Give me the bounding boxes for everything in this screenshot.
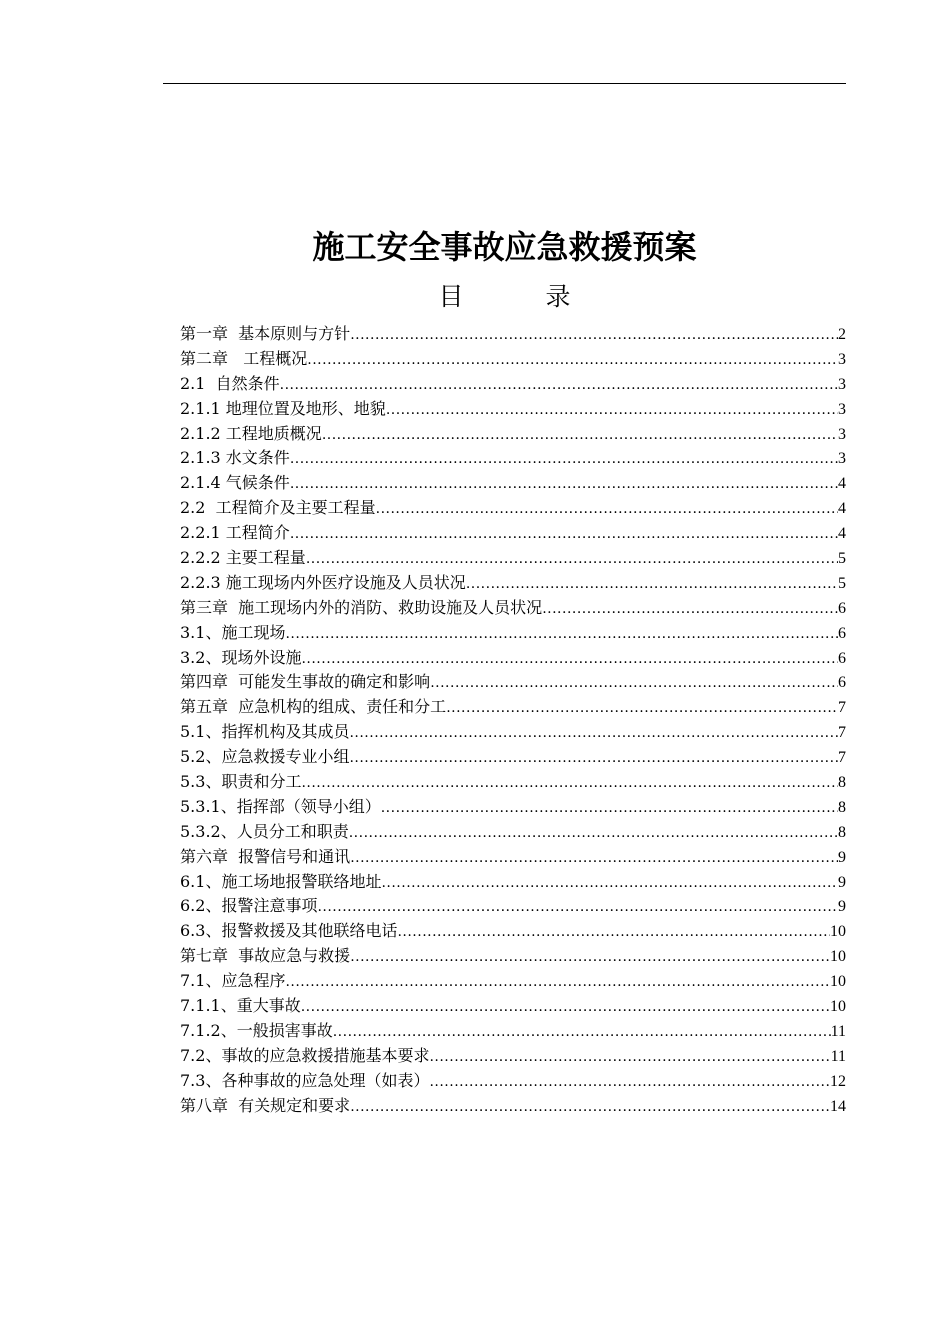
toc-entry[interactable] bbox=[180, 969, 846, 994]
toc-dot-leader bbox=[386, 398, 838, 423]
toc-entry-label: 5.3.2、人员分工和职责 bbox=[180, 821, 349, 841]
toc-entry[interactable] bbox=[180, 397, 846, 422]
toc-entry[interactable] bbox=[180, 770, 846, 795]
toc-dot-leader bbox=[317, 895, 838, 920]
toc-entry-label: 3.2、现场外设施 bbox=[180, 647, 302, 667]
table-of-contents bbox=[180, 322, 846, 1119]
toc-entry[interactable] bbox=[180, 845, 846, 870]
toc-dot-leader bbox=[350, 846, 838, 871]
toc-entry[interactable] bbox=[180, 496, 846, 521]
toc-entry[interactable] bbox=[180, 571, 846, 596]
header-rule bbox=[163, 83, 846, 84]
toc-dot-leader bbox=[290, 522, 838, 547]
toc-entry-page-number: 11 bbox=[830, 1022, 846, 1040]
toc-entry[interactable] bbox=[180, 720, 846, 745]
toc-entry-page-number: 7 bbox=[838, 724, 846, 742]
toc-entry-page-number: 5 bbox=[838, 550, 846, 568]
toc-dot-leader bbox=[429, 1070, 830, 1095]
toc-dot-leader bbox=[301, 995, 830, 1020]
toc-entry[interactable] bbox=[180, 422, 846, 447]
toc-entry[interactable] bbox=[180, 795, 846, 820]
toc-entry-label: 5.3.1、指挥部（领导小组） bbox=[180, 796, 381, 816]
toc-entry-label: 5.3、职责和分工 bbox=[180, 772, 302, 792]
toc-dot-leader bbox=[376, 497, 838, 522]
toc-entry-label: 2.2.1 工程简介 bbox=[180, 523, 290, 543]
toc-dot-leader bbox=[333, 1020, 831, 1045]
toc-entry[interactable] bbox=[180, 745, 846, 770]
toc-dot-leader bbox=[430, 671, 838, 696]
toc-entry-page-number: 3 bbox=[838, 375, 846, 393]
toc-entry-page-number: 10 bbox=[830, 973, 846, 991]
toc-entry-page-number: 6 bbox=[838, 674, 846, 692]
toc-dot-leader bbox=[350, 945, 830, 970]
toc-dot-leader bbox=[285, 622, 838, 647]
toc-dot-leader bbox=[349, 746, 838, 771]
toc-entry-label: 6.1、施工场地报警联络地址 bbox=[180, 871, 382, 891]
toc-entry-label: 6.3、报警救援及其他联络电话 bbox=[180, 921, 398, 941]
toc-entry[interactable] bbox=[180, 1069, 846, 1094]
toc-entry-label: 2.1.4 气候条件 bbox=[180, 473, 290, 493]
toc-entry-label: 2.2 工程简介及主要工程量 bbox=[180, 498, 376, 518]
toc-entry-page-number: 14 bbox=[830, 1097, 846, 1115]
toc-entry-label: 2.2.2 主要工程量 bbox=[180, 548, 306, 568]
toc-entry-label: 2.1.1 地理位置及地形、地貌 bbox=[180, 398, 386, 418]
toc-entry-page-number: 9 bbox=[838, 848, 846, 866]
toc-entry[interactable] bbox=[180, 446, 846, 471]
toc-entry-page-number: 10 bbox=[830, 948, 846, 966]
toc-entry[interactable] bbox=[180, 1044, 846, 1069]
toc-dot-leader bbox=[397, 920, 830, 945]
document-title: 施工安全事故应急救援预案 bbox=[312, 228, 697, 266]
toc-entry-page-number: 10 bbox=[830, 998, 846, 1016]
toc-entry-page-number: 9 bbox=[838, 873, 846, 891]
toc-entry-page-number: 7 bbox=[838, 749, 846, 767]
toc-entry[interactable] bbox=[180, 372, 846, 397]
toc-dot-leader bbox=[307, 348, 838, 373]
toc-entry-label: 第二章 工程概况 bbox=[180, 348, 308, 368]
toc-entry-label: 7.2、事故的应急救援措施基本要求 bbox=[180, 1045, 430, 1065]
toc-entry-page-number: 9 bbox=[838, 898, 846, 916]
toc-entry-label: 7.1.1、重大事故 bbox=[180, 996, 301, 1016]
toc-entry-page-number: 8 bbox=[838, 823, 846, 841]
toc-dot-leader bbox=[280, 373, 838, 398]
toc-entry-label: 第一章 基本原则与方针 bbox=[180, 324, 351, 343]
toc-entry[interactable] bbox=[180, 646, 846, 671]
toc-dot-leader bbox=[446, 696, 838, 721]
toc-dot-leader bbox=[381, 871, 838, 896]
toc-entry-label: 7.3、各种事故的应急处理（如表） bbox=[180, 1070, 430, 1090]
toc-entry-page-number: 3 bbox=[838, 450, 846, 468]
toc-entry-page-number: 4 bbox=[838, 475, 846, 493]
toc-entry[interactable] bbox=[180, 521, 846, 546]
toc-entry[interactable] bbox=[180, 471, 846, 496]
toc-dot-leader bbox=[349, 821, 838, 846]
toc-entry-page-number: 8 bbox=[838, 798, 846, 816]
toc-dot-leader bbox=[542, 597, 838, 622]
toc-entry[interactable] bbox=[180, 670, 846, 695]
toc-dot-leader bbox=[306, 547, 838, 572]
toc-entry[interactable] bbox=[180, 1019, 846, 1044]
toc-entry-label: 3.1、施工现场 bbox=[180, 622, 286, 642]
toc-entry-page-number: 11 bbox=[830, 1047, 846, 1065]
toc-entry-page-number: 4 bbox=[838, 525, 846, 543]
toc-entry-label: 第五章 应急机构的组成、责任和分工 bbox=[180, 697, 447, 717]
toc-entry-page-number: 10 bbox=[830, 923, 846, 941]
toc-entry-label: 5.1、指挥机构及其成员 bbox=[180, 722, 350, 742]
toc-entry[interactable] bbox=[180, 994, 846, 1019]
toc-entry[interactable] bbox=[180, 944, 846, 969]
toc-entry-label: 6.2、报警注意事项 bbox=[180, 896, 318, 916]
toc-dot-leader bbox=[285, 970, 830, 995]
toc-dot-leader bbox=[429, 1045, 830, 1070]
toc-entry-label: 2.1 自然条件 bbox=[180, 373, 280, 393]
toc-entry-label: 第三章 施工现场内外的消防、救助设施及人员状况 bbox=[180, 597, 543, 617]
toc-dot-leader bbox=[322, 423, 838, 448]
toc-dot-leader bbox=[290, 472, 838, 497]
toc-entry-label: 5.2、应急救援专业小组 bbox=[180, 747, 350, 767]
toc-entry[interactable] bbox=[180, 870, 846, 895]
toc-entry-page-number: 5 bbox=[838, 574, 846, 592]
toc-entry-label: 7.1.2、一般损害事故 bbox=[180, 1020, 333, 1040]
toc-entry-label: 2.1.2 工程地质概况 bbox=[180, 423, 322, 443]
toc-dot-leader bbox=[301, 771, 838, 796]
toc-entry[interactable] bbox=[180, 894, 846, 919]
toc-dot-leader bbox=[290, 447, 838, 472]
toc-entry-page-number: 3 bbox=[838, 425, 846, 443]
toc-entry-label: 第四章 可能发生事故的确定和影响 bbox=[180, 672, 431, 692]
toc-dot-leader bbox=[350, 1095, 830, 1120]
toc-entry[interactable] bbox=[180, 1094, 846, 1119]
toc-entry-label: 第八章 有关规定和要求 bbox=[180, 1095, 351, 1115]
toc-heading-part1: 目 bbox=[438, 282, 464, 311]
toc-entry[interactable] bbox=[180, 347, 846, 372]
toc-dot-leader bbox=[381, 796, 838, 821]
toc-entry-label: 第六章 报警信号和通讯 bbox=[180, 846, 351, 866]
toc-dot-leader bbox=[466, 572, 838, 597]
toc-entry[interactable] bbox=[180, 820, 846, 845]
toc-entry-label: 2.1.3 水文条件 bbox=[180, 448, 290, 468]
toc-entry[interactable] bbox=[180, 695, 846, 720]
toc-entry[interactable] bbox=[180, 919, 846, 944]
toc-entry[interactable] bbox=[180, 596, 846, 621]
toc-entry-page-number: 4 bbox=[838, 500, 846, 518]
toc-dot-leader bbox=[349, 721, 838, 746]
toc-entry-label: 7.1、应急程序 bbox=[180, 971, 286, 991]
toc-entry-page-number: 2 bbox=[838, 326, 846, 343]
toc-entry-page-number: 3 bbox=[838, 400, 846, 418]
toc-dot-leader bbox=[301, 647, 838, 672]
toc-entry-page-number: 12 bbox=[830, 1072, 846, 1090]
toc-entry[interactable] bbox=[180, 322, 846, 347]
toc-entry-page-number: 6 bbox=[838, 624, 846, 642]
toc-entry-page-number: 6 bbox=[838, 649, 846, 667]
toc-entry-page-number: 7 bbox=[838, 699, 846, 717]
toc-entry-label: 2.2.3 施工现场内外医疗设施及人员状况 bbox=[180, 572, 466, 592]
toc-heading-part2: 录 bbox=[545, 282, 571, 311]
toc-dot-leader bbox=[350, 323, 838, 348]
toc-entry[interactable] bbox=[180, 546, 846, 571]
toc-entry-label: 第七章 事故应急与救援 bbox=[180, 946, 351, 966]
toc-entry[interactable] bbox=[180, 621, 846, 646]
toc-heading bbox=[163, 281, 846, 313]
toc-entry-page-number: 6 bbox=[838, 599, 846, 617]
toc-entry-page-number: 3 bbox=[838, 350, 846, 368]
toc-entry-page-number: 8 bbox=[838, 774, 846, 792]
